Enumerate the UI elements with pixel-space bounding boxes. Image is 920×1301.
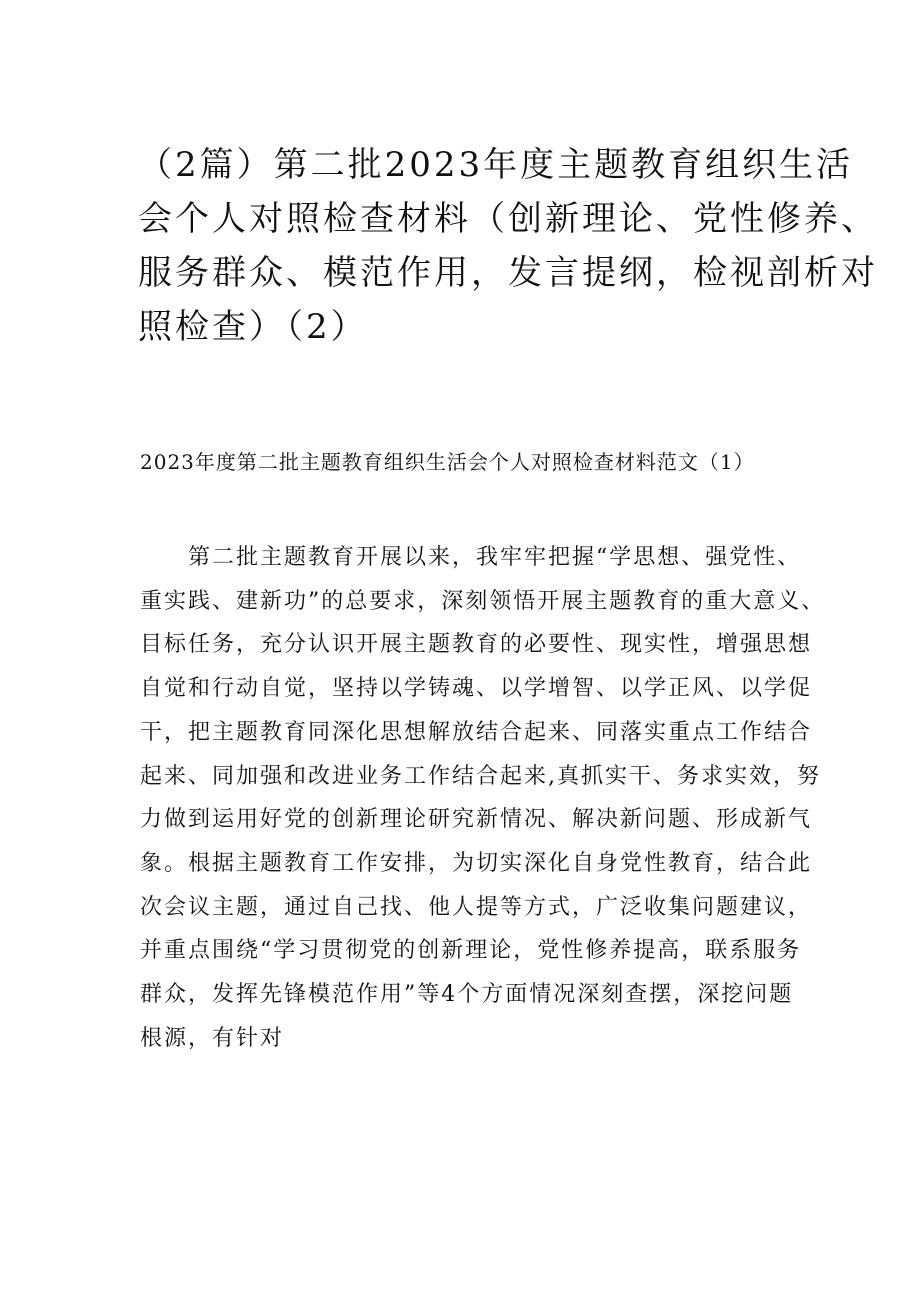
paragraph-line: 群众，发挥先锋模范作用”等4个方面情况深刻查摆，深挖问题	[140, 982, 794, 1008]
document-title	[138, 138, 878, 354]
paragraph-line: 干，把主题教育同深化思想解放结合起来、同落实重点工作结合	[140, 719, 813, 745]
title-line: （2篇）第二批2023年度主题教育组织生活	[138, 145, 854, 185]
paragraph-line: 并重点围绕“学习贯彻党的创新理论，党性修养提高，联系服务	[140, 938, 802, 964]
paragraph-line: 象。根据主题教育工作安排，为切实深化自身党性教育，结合此	[140, 850, 813, 876]
section-heading: 2023年度第二批主题教育组织生活会个人对照检查材料范文（1）	[140, 450, 755, 474]
paragraph-line: 起来、同加强和改进业务工作结合起来,真抓实干、务求实效，努	[140, 763, 821, 789]
paragraph-line: 目标任务，充分认识开展主题教育的必要性、现实性，增强思想	[140, 632, 813, 658]
paragraph-line: 重实践、建新功”的总要求，深刻领悟开展主题教育的重大意义、	[140, 588, 826, 614]
title-line: 会个人对照检查材料（创新理论、党性修养、	[138, 199, 878, 239]
paragraph-line: 次会议主题，通过自己找、他人提等方式，广泛收集问题建议，	[140, 894, 813, 920]
title-line: 服务群众、模范作用，发言提纲，检视剖析对	[138, 253, 878, 293]
title-line: 照检查）（2）	[138, 307, 368, 347]
body-paragraph	[140, 536, 826, 1060]
paragraph-line: 自觉和行动自觉，坚持以学铸魂、以学增智、以学正风、以学促	[140, 676, 813, 702]
paragraph-line: 力做到运用好党的创新理论研究新情况、解决新问题、形成新气	[140, 807, 813, 833]
paragraph-line: 第二批主题教育开展以来，我牢牢把握“学思想、强党性、	[188, 545, 802, 570]
paragraph-line: 根源，有针对	[140, 1025, 285, 1051]
